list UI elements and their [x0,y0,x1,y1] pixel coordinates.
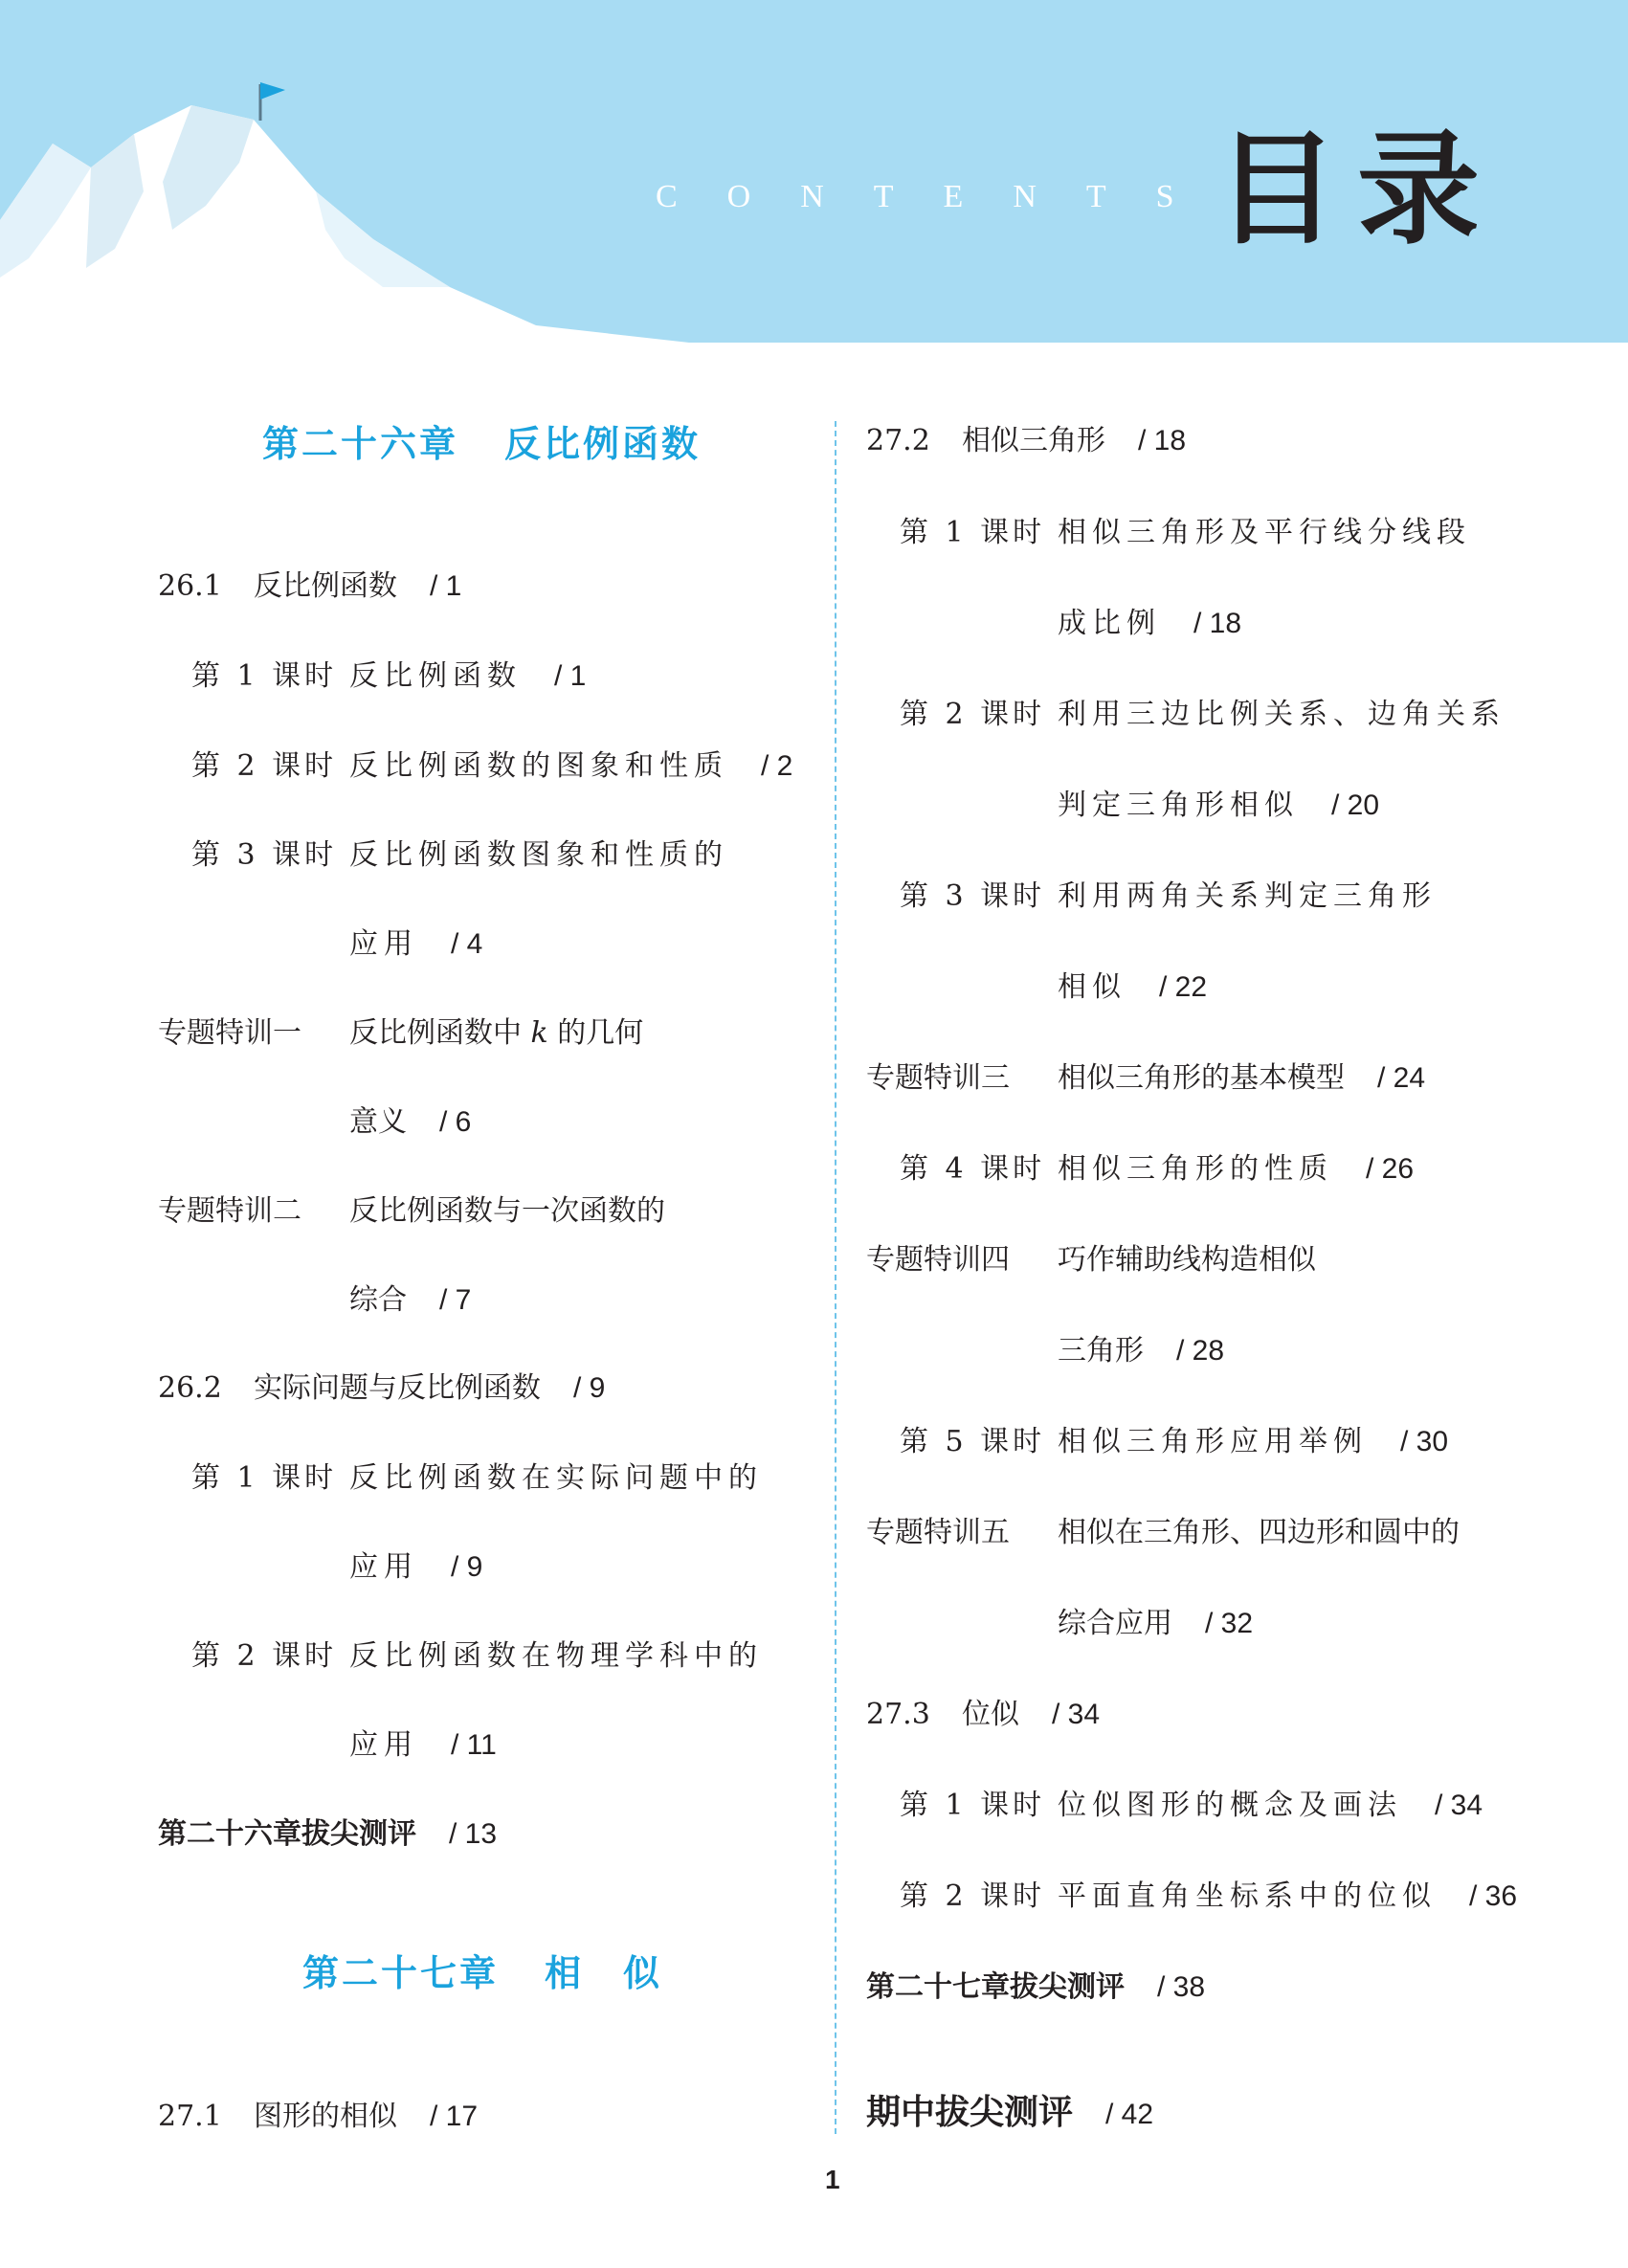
special-label: 专题特训四 [866,1243,1010,1277]
page-ref: / 34 [1052,1699,1101,1730]
contents-label: CONTENTS [656,179,1224,214]
section-number: 27.1 [158,2100,222,2133]
toc-entry-26-2-lesson-2[interactable] [191,1639,763,1673]
special-title-a: 反比例函数中 [349,1016,522,1050]
toc-entry-26-2-lesson-2-cont[interactable] [349,1728,497,1762]
lesson-title-line2: 应用 [349,927,418,961]
lesson-title: 反比例函数 [349,659,522,693]
section-title: 位似 [962,1698,1019,1731]
lesson-label: 第 3 课时 [191,838,338,872]
toc-entry-special-5-cont[interactable] [1058,1607,1254,1640]
toc-entry-midterm[interactable] [866,2093,1154,2132]
page-title: 目录 [1215,119,1500,261]
page-ref: / 4 [451,928,483,960]
header-banner [0,0,1628,343]
toc-entry-test-26[interactable] [158,1817,498,1851]
mountain-illustration [0,0,689,343]
chapter-number: 第二十六章 [262,423,459,465]
lesson-title: 反比例函数的图象和性质 [349,749,728,783]
toc-entry-special-4-cont[interactable] [1058,1334,1225,1367]
toc-entry-special-2[interactable] [158,1194,665,1228]
test-title: 第二十七章拔尖测评 [866,1970,1125,2004]
lesson-title-line2: 判定三角形相似 [1058,789,1299,822]
lesson-title-line2: 成比例 [1058,607,1161,640]
lesson-title-line2: 应用 [349,1728,418,1762]
section-title: 反比例函数 [254,569,397,603]
page-ref: / 26 [1366,1153,1415,1185]
special-label: 专题特训三 [866,1061,1010,1095]
lesson-title: 相似三角形应用举例 [1058,1425,1368,1458]
test-title: 第二十六章拔尖测评 [158,1817,416,1851]
section-number: 26.1 [158,569,222,603]
special-title-line2: 综合应用 [1058,1607,1172,1640]
page-number: 1 [825,2165,840,2194]
page-ref: / 11 [451,1729,497,1761]
section-title: 相似三角形 [962,424,1105,457]
lesson-label: 第 1 课时 [191,659,338,693]
toc-entry-26-2-lesson-1[interactable] [191,1461,763,1495]
toc-entry-27-1[interactable] [158,2102,478,2131]
page-ref: / 18 [1193,608,1242,639]
lesson-title: 位似图形的概念及画法 [1058,1789,1402,1822]
chapter-number: 第二十七章 [302,1952,500,1994]
lesson-title: 平面直角坐标系中的位似 [1058,1879,1437,1913]
toc-entry-27-2-lesson-1[interactable] [900,516,1471,549]
column-divider [835,421,836,2134]
page-ref: / 24 [1377,1062,1426,1094]
page-ref: / 34 [1435,1790,1483,1821]
toc-entry-27-2-lesson-1-cont[interactable] [1058,607,1242,640]
page-ref: / 32 [1205,1608,1254,1639]
lesson-title-line1: 利用两角关系判定三角形 [1058,879,1437,913]
toc-entry-27-2[interactable] [866,424,1187,457]
toc-entry-special-5[interactable] [866,1516,1460,1549]
section-number: 27.2 [866,424,930,457]
toc-entry-test-27[interactable] [866,1970,1206,2004]
page-ref: / 18 [1138,425,1187,456]
lesson-title-line1: 反比例函数在物理学科中的 [349,1639,763,1673]
toc-entry-27-3[interactable] [866,1698,1101,1731]
lesson-title-line2: 相似 [1058,970,1126,1004]
midterm-title: 期中拔尖测评 [866,2093,1074,2132]
lesson-title-line1: 反比例函数图象和性质的 [349,838,728,872]
lesson-label: 第 2 课时 [900,698,1046,731]
special-title: 相似三角形的基本模型 [1058,1061,1345,1095]
toc-entry-27-2-lesson-3[interactable] [900,879,1437,913]
special-title-line1: 相似在三角形、四边形和圆中的 [1058,1516,1460,1549]
chapter-title: 反比例函数 [504,423,702,465]
toc-entry-27-2-lesson-5[interactable] [900,1425,1449,1458]
toc-entry-26-2[interactable] [158,1371,606,1405]
page-ref: / 9 [451,1551,483,1583]
page-ref: / 7 [439,1284,472,1316]
toc-entry-27-2-lesson-2-cont[interactable] [1058,791,1379,820]
toc-entry-27-2-lesson-3-cont[interactable] [1058,970,1208,1004]
page-ref: / 6 [439,1106,472,1138]
page-ref: / 9 [573,1372,606,1404]
toc-entry-special-3[interactable] [866,1061,1426,1095]
page-ref: / 22 [1159,971,1208,1003]
lesson-title-line1: 利用三边比例关系、边角关系 [1058,698,1505,731]
special-title-b: 的几何 [557,1016,644,1050]
page-ref: / 13 [449,1818,498,1850]
lesson-label: 第 1 课时 [900,1789,1046,1822]
page-ref: / 17 [430,2101,479,2132]
chapter-27-heading [302,1952,663,1994]
lesson-label: 第 1 课时 [900,516,1046,549]
toc-entry-26-1-lesson-2[interactable] [191,749,793,783]
lesson-label: 第 1 课时 [191,1461,338,1495]
toc-entry-special-2-cont[interactable] [349,1283,472,1317]
page-ref: / 38 [1157,1971,1206,2003]
section-title: 图形的相似 [254,2100,397,2133]
toc-entry-26-1-lesson-3-cont[interactable] [349,927,483,961]
lesson-title-line1: 相似三角形及平行线分线段 [1058,516,1471,549]
page-ref: / 2 [761,750,793,782]
page-ref: / 42 [1105,2099,1154,2130]
toc-entry-27-2-lesson-4[interactable] [900,1152,1415,1186]
page-ref: / 36 [1469,1880,1518,1912]
special-title-line2: 三角形 [1058,1334,1144,1367]
toc-entry-26-1[interactable] [158,569,462,603]
page-ref: / 28 [1176,1335,1225,1367]
page-ref: / 30 [1400,1426,1449,1457]
toc-entry-26-1-lesson-3[interactable] [191,838,728,872]
lesson-label: 第 4 课时 [900,1152,1046,1186]
lesson-label: 第 5 课时 [900,1425,1046,1458]
section-title: 实际问题与反比例函数 [254,1371,541,1405]
page-ref: / 20 [1331,789,1380,821]
toc-entry-27-3-lesson-1[interactable] [900,1791,1483,1820]
lesson-label: 第 3 课时 [900,879,1046,913]
toc-entry-27-2-lesson-2[interactable] [900,700,1505,729]
lesson-label: 第 2 课时 [191,749,338,783]
chapter-26-heading [262,423,702,465]
toc-entry-special-1[interactable] [158,1016,644,1050]
lesson-label: 第 2 课时 [191,1639,338,1673]
chapter-title: 相 似 [545,1952,663,1994]
special-label: 专题特训五 [866,1516,1010,1549]
section-number: 27.3 [866,1698,930,1731]
toc-entry-special-1-cont[interactable] [349,1105,472,1139]
special-title-line1: 反比例函数与一次函数的 [349,1194,665,1228]
page-ref: / 1 [430,570,462,602]
lesson-title: 相似三角形的性质 [1058,1152,1333,1186]
k-symbol: k [530,1016,548,1050]
toc-entry-26-1-lesson-1[interactable] [191,659,587,693]
special-title-line1: 巧作辅助线构造相似 [1058,1243,1316,1277]
lesson-title-line2: 应用 [349,1550,418,1584]
toc-entry-special-4[interactable] [866,1243,1316,1277]
section-number: 26.2 [158,1371,222,1405]
toc-entry-26-2-lesson-1-cont[interactable] [349,1550,483,1584]
special-title-line2: 综合 [349,1283,407,1317]
page-ref: / 1 [554,660,587,692]
toc-entry-27-3-lesson-2[interactable] [900,1879,1518,1913]
lesson-label: 第 2 课时 [900,1879,1046,1913]
flag-icon [260,82,289,105]
special-label: 专题特训二 [158,1194,301,1228]
special-label: 专题特训一 [158,1016,301,1050]
special-title-line2: 意义 [349,1105,407,1139]
lesson-title-line1: 反比例函数在实际问题中的 [349,1461,763,1495]
